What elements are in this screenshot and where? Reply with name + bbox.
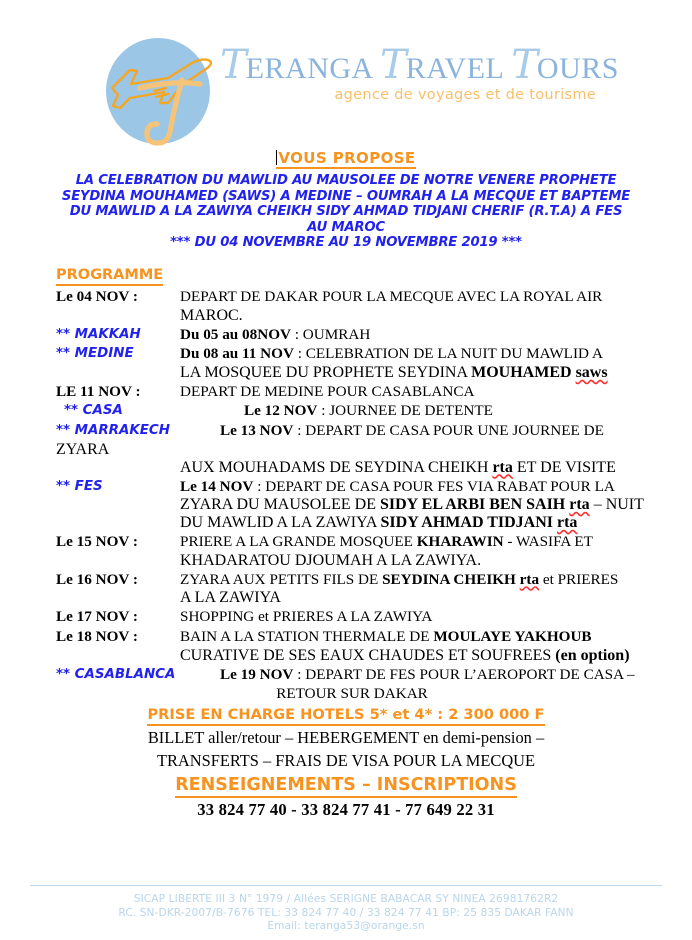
row-date-bold: Le 14 NOV [180,477,254,495]
footer-email: Email: teranga53@orange.sn [267,920,425,933]
row-date-label: Le 17 NOV : [56,608,138,626]
row-text [220,665,648,685]
row-text-rest: CURATIVE DE SES EAUX CHAUDES ET SOUFREES [180,646,556,664]
headline-line: SEYDINA MOUHAMED (SAWS) A MEDINE – OUMRAH A LA MECQUE ET BAPTEME [61,188,631,204]
headline-line: AU MAROC [307,219,385,235]
programme-row [56,477,648,497]
row-text-cont [180,459,648,477]
contact-heading-wrap [0,772,692,798]
price-line-wrap [0,704,692,726]
row-text [180,344,648,364]
row-text-rest: : JOURNEE DE DETENTE [317,402,493,420]
row-date-label: LE 11 NOV : [56,382,141,400]
row-text [180,570,648,590]
row-city-label: ** FES [56,478,103,494]
row-text-cont [180,514,648,532]
programme-row [56,570,648,590]
row-text-rest: ZYARA AUX PETITS FILS DE [180,570,383,588]
row-emphasis: (en option) [555,646,630,664]
includes-line: TRANSFERTS – FRAIS DE VISA POUR LA MECQUE [156,751,536,771]
row-date-label: Le 16 NOV : [56,570,138,588]
programme-row [56,287,648,307]
programme-row [56,382,648,402]
programme-row [56,627,648,647]
spellcheck-flagged-word: saws [575,363,608,381]
footer-address: SICAP LIBERTE III 3 N° 1979 / Allées SERIGNE BABACAR SY NINEA 26981762R2 [133,893,559,906]
row-text: DEPART DE MEDINE POUR CASABLANCA [180,382,475,400]
row-date-bold: Le 13 NOV [220,421,294,439]
row-text [180,325,648,345]
row-emphasis: SIDY AHMAD TIDJANI [380,514,553,532]
footer [0,885,692,934]
logo-band [0,0,692,150]
row-text-rest: – NUIT [589,496,644,514]
row-text: DEPART DE DAKAR POUR LA MECQUE AVEC LA ROYAL AIR [180,287,603,305]
includes-line: BILLET aller/retour – HEBERGEMENT en demi-pension – [147,728,545,748]
headline [40,173,652,251]
row-text-cont: ZYARA [56,440,110,458]
row-city-label: ** CASABLANCA [56,666,176,682]
price-line: PRISE EN CHARGE HOTELS 5* et 4* : 2 300 000 F [147,706,544,726]
row-date-label: Le 18 NOV : [56,627,138,645]
row-city-label: ** CASA [64,403,123,419]
row-text-cont [180,496,648,514]
spellcheck-flagged-word: rta [569,496,590,514]
row-text [188,401,648,421]
brand-name: TERANGA TRAVEL TOURS [220,42,619,88]
programme-heading: PROGRAMME [56,267,163,286]
logo [96,30,619,150]
row-text-rest: ET DE VISITE [512,458,616,476]
closing-section [0,704,692,821]
row-date-bold: Le 19 NOV [220,665,294,683]
programme-row [56,401,648,421]
row-text [180,477,648,497]
row-text-rest: et PRIERES [539,570,619,588]
programme-row [56,532,648,552]
row-text-rest: DU MAWLID A LA ZAWIYA [180,514,381,532]
brand-tagline: agence de voyages et de tourisme [334,87,596,103]
row-text-rest: : CELEBRATION DE LA NUIT DU MAWLID A [293,345,603,363]
logo-wordmark [220,42,619,103]
row-text-cont: KHADARATOU DJOUMAH A LA ZAWIYA. [180,551,482,569]
title-block [0,150,692,251]
row-emphasis: MOULAYE YAKHOUB [433,627,592,645]
spellcheck-flagged-word: rta [519,570,540,588]
row-text-rest: : DEPART DE CASA POUR UNE JOURNEE DE [293,421,604,439]
phone-numbers: 33 824 77 40 - 33 824 77 41 - 77 649 22 31 [197,800,495,820]
row-text-cont: RETOUR SUR DAKAR [276,685,428,703]
row-text: SHOPPING et PRIERES A LA ZAWIYA [180,608,433,626]
programme-row [56,607,648,627]
row-date-bold: Le 12 NOV [244,402,318,420]
programme-row [56,665,648,685]
row-text-rest: PRIERE A LA GRANDE MOSQUEE [180,533,417,551]
row-text-cont [180,647,648,665]
contact-heading: RENSEIGNEMENTS – INSCRIPTIONS [175,775,517,798]
spellcheck-flagged-word: rta [557,514,578,532]
row-text-rest: ZYARA DU MAUSOLEE DE [180,496,380,514]
footer-divider [30,885,662,886]
headline-line: LA CELEBRATION DU MAWLID AU MAUSOLEE DE NOTRE VENERE PROPHETE [75,173,617,188]
row-text [220,421,648,441]
row-date-label: Le 04 NOV : [56,287,138,305]
row-text-cont: MAROC. [180,306,243,324]
programme-row [56,344,648,364]
teranga-logo-icon [96,36,224,150]
row-emphasis: SEYDINA CHEIKH [382,570,516,588]
row-text [180,627,648,647]
spellcheck-flagged-word: rta [492,458,513,476]
row-text-rest: LA MOSQUEE DU PROPHETE SEYDINA [180,363,472,381]
programme-row [56,325,648,345]
footer-registration: RC. SN-DKR-2007/B-7676 TEL: 33 824 77 40 / 33 824 77 41 BP: 25 835 DAKAR FANN [118,906,574,919]
headline-line: DU MAWLID A LA ZAWIYA CHEIKH SIDY AHMAD TIDJANI CHERIF (R.T.A) A FES [69,204,623,220]
row-text-rest: : DEPART DE FES POUR L’AEROPORT DE CASA – [293,665,635,683]
row-text-rest: : DEPART DE CASA POUR FES VIA RABAT POUR LA [253,477,615,495]
row-text [180,532,648,552]
row-emphasis: MOUHAMED [471,363,572,381]
row-date-bold: Du 08 au 11 NOV [180,345,294,363]
programme-section [0,251,692,704]
row-date-bold: Du 05 au 08NOV [180,325,291,343]
row-date-label: Le 15 NOV : [56,533,138,551]
vous-propose-heading: VOUS PROPOSE [278,149,416,167]
row-city-label: ** MAKKAH [56,326,141,342]
row-text-cont: A LA ZAWIYA [180,589,281,607]
row-emphasis: KHARAWIN [416,533,504,551]
row-text-rest: - WASIFA ET [503,533,593,551]
row-text-rest: BAIN A LA STATION THERMALE DE [180,627,434,645]
row-city-label: ** MARRAKECH [56,422,170,438]
headline-line: *** DU 04 NOVEMBRE AU 19 NOVEMBRE 2019 *** [170,235,522,251]
row-text-rest: AUX MOUHADAMS DE SEYDINA CHEIKH [180,458,493,476]
programme-row [56,421,648,441]
row-emphasis: SIDY EL ARBI BEN SAIH [380,496,566,514]
row-text-rest: : OUMRAH [290,325,371,343]
row-city-label: ** MEDINE [56,346,134,362]
row-text-cont [180,364,648,382]
programme-list [56,287,648,704]
